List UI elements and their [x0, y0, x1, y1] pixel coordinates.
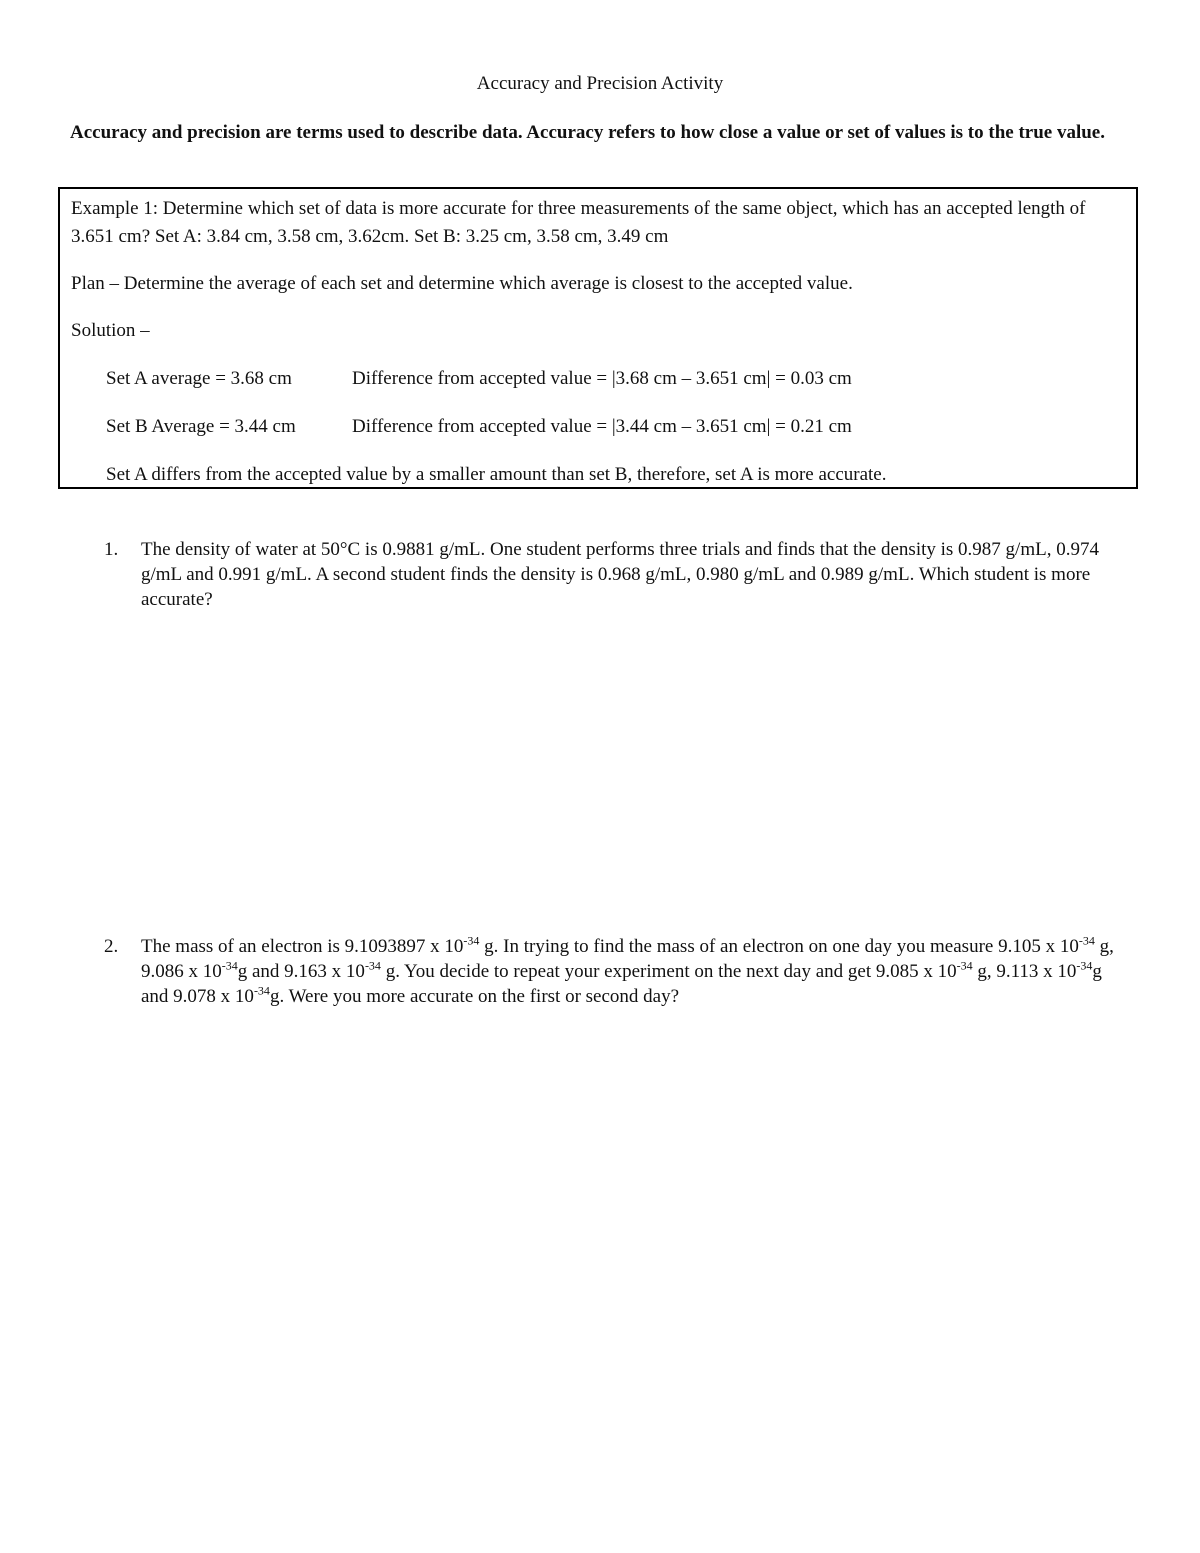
example-statement: Example 1: Determine which set of data is more accurate for three measurements of the same object, which has an accepted length of 3.651 cm? Set A: 3.84 cm, 3.58 cm, 3.62cm. Set B: 3.25 cm, 3.58 cm, 3.49 cm: [71, 198, 1086, 247]
set-a-average: Set A average = 3.68 cm: [106, 368, 292, 389]
example-conclusion: Set A differs from the accepted value by a smaller amount than set B, therefore, set A is more accurate.: [106, 464, 887, 485]
intro-paragraph: Accuracy and precision are terms used to describe data. Accuracy refers to how close a value or set of values is to the true value.: [70, 122, 1105, 143]
page-title: Accuracy and Precision Activity: [476, 73, 724, 94]
question-2: [104, 934, 1124, 1009]
set-b-average: Set B Average = 3.44 cm: [106, 416, 296, 437]
question-text: The mass of an electron is 9.1093897 x $10^{-34}$ g. In trying to find the mass of an electron on one day you measure 9.105 x $10^{-34}$ g, 9.086 x $10^{-34}g$ and 9.163 x $10^{-34}$ g. You decide to repeat your experiment on the next day and get 9.085 x $10^{-34}$ g, 9.113 x $10^{-34}g$ and 9.078 x $10^{-34}g$. Were you more accurate on the first or second day?: [141, 933, 1114, 1007]
question-number: 1.: [104, 539, 119, 560]
example-plan: Plan – Determine the average of each set and determine which average is closest to the accepted value.: [71, 273, 853, 294]
question-text: The density of water at 50°C is 0.9881 g/mL. One student performs three trials and finds that the density is 0.987 g/mL, 0.974 g/mL and 0.991 g/mL. A second student finds the density is 0.968 g/mL, 0.980 g/mL and 0.989 g/mL. Which student is more accurate?: [141, 539, 1099, 610]
question-1: [104, 537, 1124, 612]
set-a-difference: Difference from accepted value = |3.68 cm – 3.651 cm| = 0.03 cm: [352, 368, 852, 389]
example-box: [58, 187, 1138, 489]
set-b-difference: Difference from accepted value = |3.44 cm – 3.651 cm| = 0.21 cm: [352, 416, 852, 437]
solution-label: Solution –: [71, 320, 150, 341]
question-number: 2.: [104, 936, 119, 957]
